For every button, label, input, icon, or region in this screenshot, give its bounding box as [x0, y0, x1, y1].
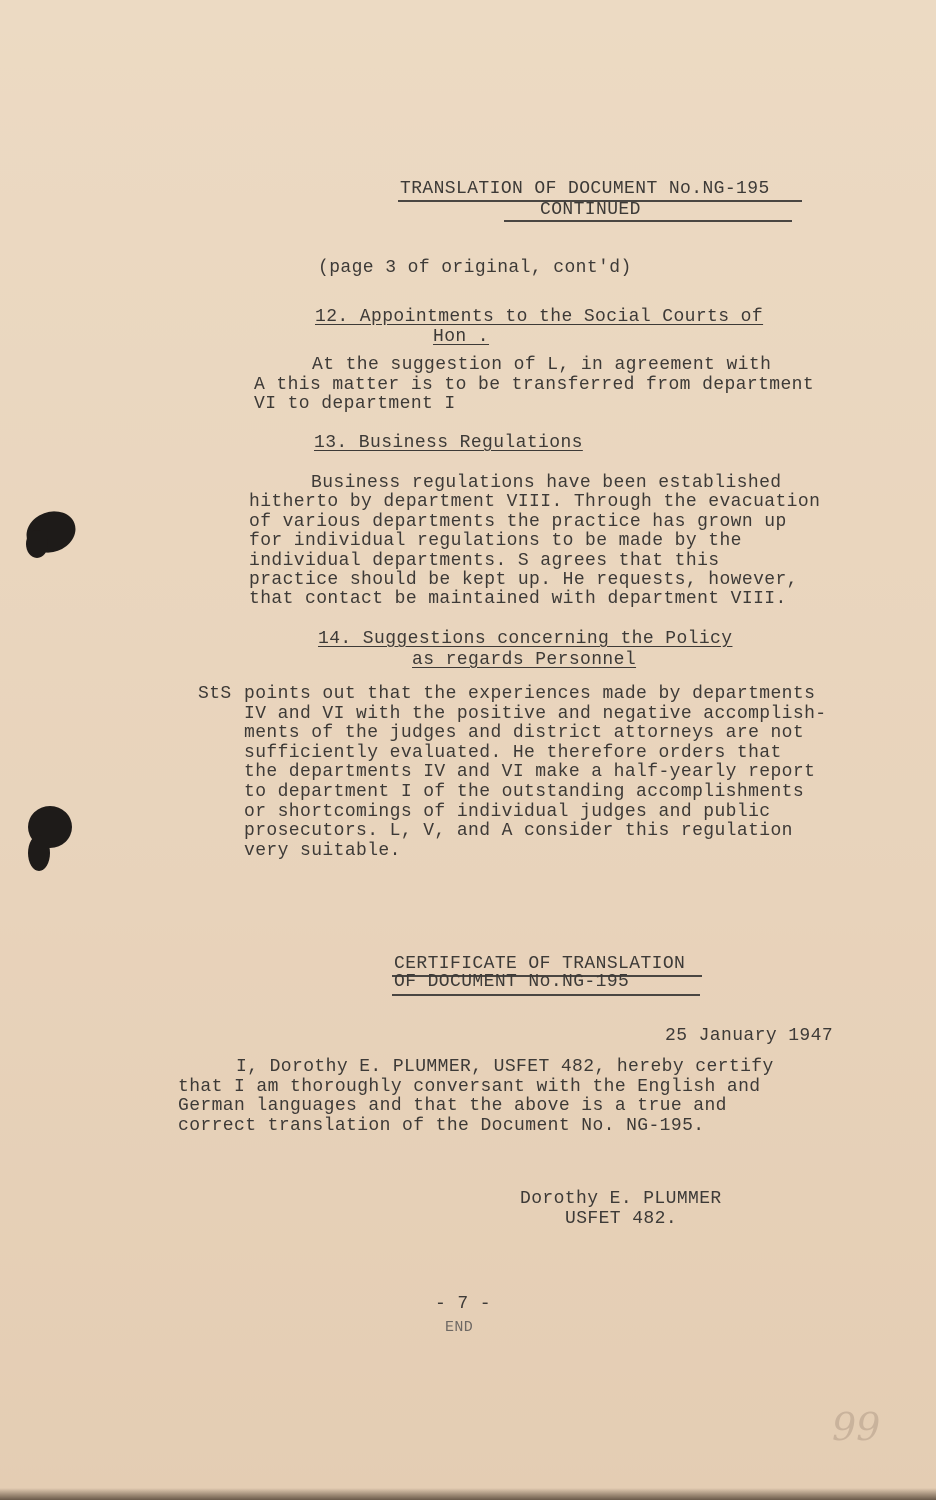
- page-note: (page 3 of original, cont'd): [318, 258, 632, 278]
- section-12-heading-cont: Hon .: [433, 327, 490, 347]
- certificate-subtitle: OF DOCUMENT No.NG-195: [394, 972, 630, 992]
- end-mark: END: [445, 1319, 474, 1336]
- certificate-date: 25 January 1947: [665, 1026, 834, 1046]
- s12-line-1: At the suggestion of L, in agreement with: [312, 355, 772, 375]
- page-number: - 7 -: [435, 1294, 492, 1314]
- s14-line-2: IV and VI with the positive and negative accomplish-: [244, 703, 827, 724]
- s12-line-2: A this matter is to be transferred from department: [254, 374, 815, 395]
- s14-line-6: to department I of the outstanding accomplishments: [244, 781, 805, 802]
- s13-line-2: hitherto by department VIII. Through the evacuation: [249, 492, 821, 513]
- cert-line-4: correct translation of the Document No. NG-195.: [178, 1115, 705, 1136]
- s13-line-1: Business regulations have been established: [311, 473, 782, 493]
- section-12-body: [254, 356, 814, 415]
- s13-line-3: of various departments the practice has grown up: [249, 511, 787, 532]
- certificate-rule-2: [392, 994, 700, 996]
- certificate-title: CERTIFICATE OF TRANSLATION: [394, 954, 686, 974]
- section-14-heading: 14. Suggestions concerning the Policy: [318, 629, 733, 649]
- s14-line-3: ments of the judges and district attorneys are not: [244, 723, 805, 744]
- punch-hole-bottom-lower: [28, 835, 50, 871]
- s14-line-7: or shortcomings of individual judges and public: [244, 801, 771, 822]
- s14-line-8: prosecutors. L, V, and A consider this regulation: [244, 821, 793, 842]
- page-bottom-edge: [0, 1488, 936, 1500]
- s13-line-6: practice should be kept up. He requests, however,: [249, 570, 798, 591]
- s14-line-5: the departments IV and VI make a half-yearly report: [244, 762, 816, 783]
- section-14-heading-cont: as regards Personnel: [412, 650, 637, 670]
- section-12-heading: 12. Appointments to the Social Courts of: [315, 307, 764, 327]
- punch-hole-top-lower: [26, 530, 48, 558]
- section-13-body: [249, 474, 820, 610]
- title-rule-2: [504, 220, 792, 222]
- s14-line-4: sufficiently evaluated. He therefore orders that: [244, 742, 782, 763]
- certificate-body: [178, 1058, 774, 1136]
- signature-unit: USFET 482.: [565, 1209, 678, 1229]
- section-14-body: [244, 685, 827, 861]
- cert-line-3: German languages and that the above is a true and: [178, 1096, 727, 1116]
- signature-name: Dorothy E. PLUMMER: [520, 1189, 722, 1209]
- s14-line-1: points out that the experiences made by departments: [244, 684, 816, 704]
- s13-line-4: for individual regulations to be made by the: [249, 531, 742, 552]
- s14-line-9: very suitable.: [244, 840, 401, 861]
- cert-line-1: I, Dorothy E. PLUMMER, USFET 482, hereby certify: [236, 1057, 774, 1077]
- document-subtitle: CONTINUED: [540, 200, 641, 220]
- s13-line-5: individual departments. S agrees that this: [249, 550, 720, 571]
- section-13-heading: 13. Business Regulations: [314, 433, 583, 453]
- section-14-margin-label: StS: [198, 684, 232, 704]
- s13-line-7: that contact be maintained with department VIII.: [249, 589, 787, 610]
- pencil-mark: 99: [832, 1405, 881, 1449]
- document-title: TRANSLATION OF DOCUMENT No.NG-195: [400, 179, 770, 199]
- cert-line-2: that I am thoroughly conversant with the English and: [178, 1076, 761, 1097]
- s12-line-3: VI to department I: [254, 394, 456, 414]
